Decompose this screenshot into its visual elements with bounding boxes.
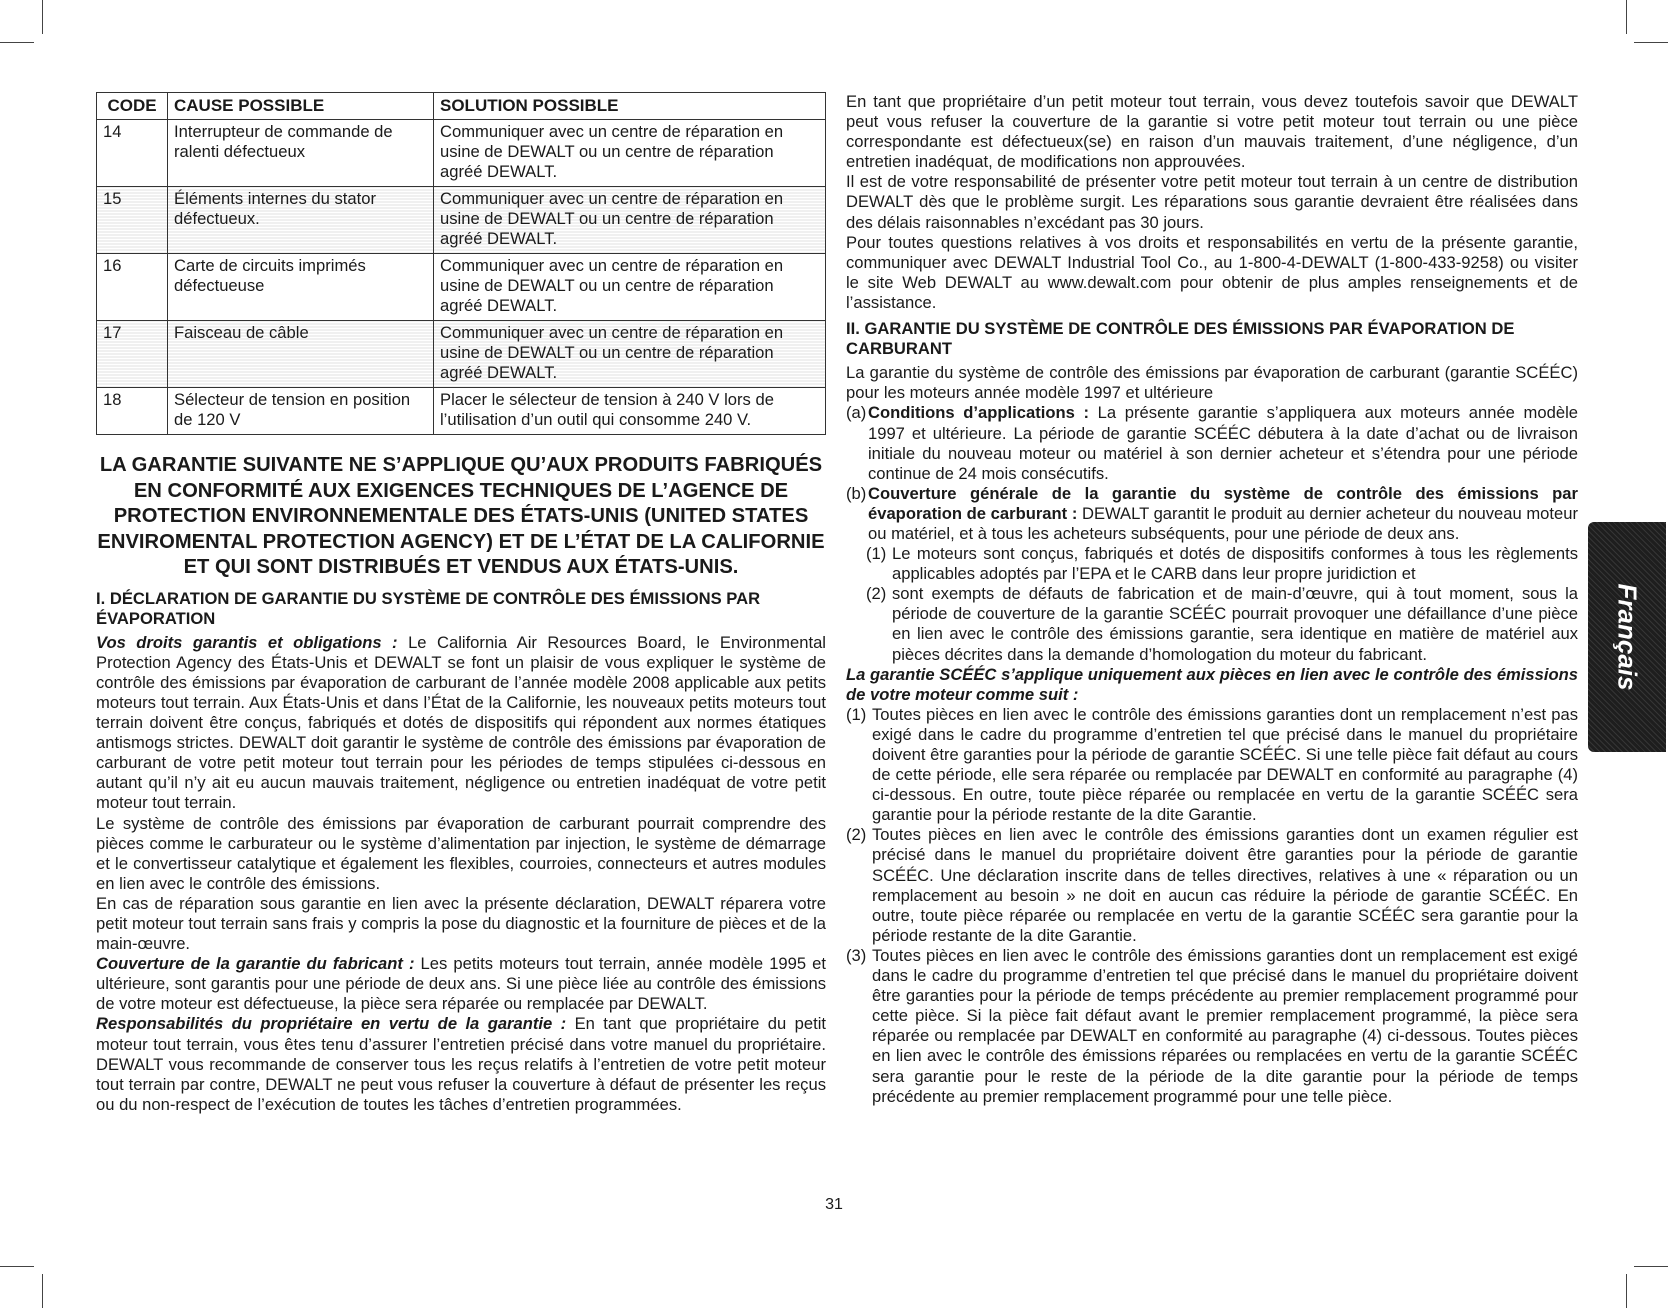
- list-text: Le moteurs sont conçus, fabriqués et dotés de dispositifs conformes à tous les règlements applicables adoptés par l’EPA et le CARB dans leur propre juridiction et: [892, 544, 1578, 584]
- list-lead: Conditions d’applications :: [868, 403, 1090, 423]
- table-header-row: [97, 93, 826, 120]
- list-item-1: [846, 705, 1578, 826]
- paragraph-owner-notice: En tant que propriétaire d’un petit moteur tout terrain, vous devez toutefois savoir que DEWALT peut vous refuser la couverture de la garantie si votre petit moteur tout terrain ou une pièce correspondante est défectueux(se) en raison d’un mauvais traitement, d’une négligence, d’un entretien inadéquat, de modifications non approuvées.: [846, 92, 1578, 172]
- right-column: [846, 92, 1578, 1107]
- cell-code: 18: [97, 388, 168, 435]
- cell-code: 14: [97, 120, 168, 187]
- table-row: [97, 187, 826, 254]
- paragraph-repair: En cas de réparation sous garantie en lien avec la présente déclaration, DEWALT réparera votre petit moteur tout terrain sans frais y compris la pose du diagnostic et la fourniture de pièces et de la main-œuvre.: [96, 893, 826, 954]
- list-item-b1: [846, 544, 1578, 584]
- paragraph-lead: Couverture de la garantie du fabricant :: [96, 954, 415, 974]
- list-text: Toutes pièces en lien avec le contrôle des émissions garanties dont un examen régulier est précisé dans le manuel du propriétaire doivent être garanties pour la période de garantie SCÉÉC. Une déclaration inscrite dans de telles directives, relatives à une « réparation ou un remplacement au besoin » ne doit en aucun cas réduire la période de garantie SCÉÉC. En outre, toute pièce réparée ou remplacée en vertu de la garantie SCÉÉC sera garantie pour la période restante de la dite Garantie.: [872, 825, 1578, 945]
- list-text: Toutes pièces en lien avec le contrôle des émissions garanties dont un remplacement n’est pas exigé dans le cadre du programme d’entretien tel que précisé dans le manuel du propriétaire doivent être garanties pour la période de garantie SCÉÉC. Si une telle pièce fait défaut au cours de cette période, elle sera réparée ou remplacée par DEWALT en conformité au paragraphe (4) ci-dessous. En outre, toute pièce réparée ou remplacée en vertu de la garantie SCÉÉC sera garantie pour la période restante de la dite Garantie.: [872, 704, 1578, 825]
- table-row: [97, 254, 826, 321]
- paragraph-rights: [96, 633, 826, 814]
- paragraph-system-parts: Le système de contrôle des émissions par évaporation de carburant pourrait comprendre des pièces comme le carburateur ou le système d’alimentation par injection, le système de démarrage et le convertisseur catalytique et également les flexibles, courroies, connecteurs et autres modules en lien avec le contrôle des émissions.: [96, 813, 826, 893]
- table-row: [97, 321, 826, 388]
- list-text: La présente garantie s’appliquera aux moteurs année modèle 1997 et ultérieure. La période de garantie SCÉÉC débutera à la date d’achat ou de livraison initiale du nouveau moteur ou matériel à son dernier acheteur et s’étendra pour une période continue de 24 mois consécutifs.: [868, 403, 1578, 483]
- cell-cause: Carte de circuits imprimés défectueuse: [168, 254, 434, 321]
- warranty-title: LA GARANTIE SUIVANTE NE S’APPLIQUE QU’AUX PRODUITS FABRIQUÉS EN CONFORMITÉ AUX EXIGENCES TECHNIQUES DE L’AGENCE DE PROTECTION ENVIRONNEMENTALE DES ÉTATS-UNIS (UNITED STATES ENVIROMENTAL PROTECTION AGENCY) ET DE L’ÉTAT DE LA CALIFORNIE ET QUI SONT DISTRIBUÉS ET VENDUS AUX ÉTATS-UNIS.: [97, 454, 825, 578]
- cell-solution: Communiquer avec un centre de réparation en usine de DEWALT ou un centre de réparation agréé DEWALT.: [434, 120, 826, 187]
- cell-code: 16: [97, 254, 168, 321]
- list-item-2: [846, 825, 1578, 946]
- cell-code: 17: [97, 321, 168, 388]
- cell-cause: Interrupteur de commande de ralenti défectueux: [168, 120, 434, 187]
- crop-mark: [1634, 42, 1668, 43]
- list-marker: (2): [866, 584, 887, 604]
- cell-solution: Placer le sélecteur de tension à 240 V lors de l’utilisation d’un outil qui consomme 240 V.: [434, 388, 826, 435]
- left-column: [96, 92, 826, 1115]
- cell-solution: Communiquer avec un centre de réparation en usine de DEWALT ou un centre de réparation agréé DEWALT.: [434, 254, 826, 321]
- list-lead: Couverture générale de la garantie du système de contrôle des émissions par évaporation de carburant :: [868, 483, 1578, 523]
- crop-mark: [0, 42, 34, 43]
- col-header-code: CODE: [97, 93, 168, 120]
- paragraph-text: Les petits moteurs tout terrain, année modèle 1995 et ultérieure, sont garantis pour une période de deux ans. Si une pièce liée au contrôle des émissions de votre moteur est défectueuse, la pièce sera réparée ou remplacée par DEWALT.: [96, 954, 827, 1014]
- crop-mark: [42, 1274, 43, 1308]
- table-row: [97, 120, 826, 187]
- cell-code: 15: [97, 187, 168, 254]
- list-text: DEWALT garantit le produit au dernier acheteur du nouveau moteur ou matériel, et à tous les acheteurs subséquents, pour une période de deux ans.: [868, 503, 1578, 543]
- col-header-cause: CAUSE POSSIBLE: [168, 93, 434, 120]
- section-1-heading: I. DÉCLARATION DE GARANTIE DU SYSTÈME DE CONTRÔLE DES ÉMISSIONS PAR ÉVAPORATION: [96, 588, 761, 628]
- list-marker: (1): [866, 544, 887, 564]
- paragraph-coverage: [96, 954, 826, 1014]
- crop-mark: [1634, 1266, 1668, 1267]
- list-marker: (3): [846, 945, 867, 965]
- list-text: sont exempts de défauts de fabrication et de main-d’œuvre, qui à tout moment, sous la période de couverture de la garantie SCÉÉC pourrait provoquer une défaillance d’une pièce en lien avec le contrôle des émissions garantie, sera identique en matière de matériel aux pièces décrites dans la demande d’homologation du moteur du fabricant.: [892, 584, 1578, 664]
- list-item-a: [846, 403, 1578, 483]
- paragraph-text: En tant que propriétaire du petit moteur tout terrain, vous êtes tenu d’assurer l’entretien précisé dans votre manuel du propriétaire. DEWALT vous recommande de conserver tous les reçus relatifs à l’entretien de votre petit moteur tout terrain par contre, DEWALT ne peut vous refuser la couverture à défaut de présenter les reçus ou du non-respect de l’exécution de toutes les tâches d’entretien programmées.: [96, 1014, 826, 1114]
- paragraph-lead: Responsabilités du propriétaire en vertu de la garantie :: [96, 1014, 567, 1034]
- cell-cause: Éléments internes du stator défectueux.: [168, 187, 434, 254]
- list-item-b: [846, 484, 1578, 544]
- language-tab: [1588, 522, 1666, 752]
- paragraph-contact: Pour toutes questions relatives à vos droits et responsabilités en vertu de la présente garantie, communiquer avec DEWALT Industrial Tool Co., au 1-800-4-DEWALT (1-800-433-9258) ou visiter le site Web DEWALT au www.dewalt.com pour obtenir de plus amples renseignements et de l’assistance.: [846, 232, 1578, 312]
- cell-cause: Faisceau de câble: [168, 321, 434, 388]
- paragraph-responsibility: Il est de votre responsabilité de présenter votre petit moteur tout terrain à un centre de distribution DEWALT dès que le problème surgit. Les réparations sous garantie devraient être réalisées dans des délais raisonnables n’excédant pas 30 jours.: [846, 172, 1578, 232]
- troubleshooting-table: [96, 92, 826, 435]
- list-marker: (a): [846, 403, 867, 423]
- list-item-b2: [846, 584, 1578, 664]
- cell-cause: Sélecteur de tension en position de 120 V: [168, 388, 434, 435]
- list-marker: (1): [846, 704, 867, 724]
- list-marker: (2): [846, 825, 867, 845]
- section-2-heading: II. GARANTIE DU SYSTÈME DE CONTRÔLE DES ÉMISSIONS PAR ÉVAPORATION DE CARBURANT: [846, 319, 1515, 359]
- list-item-3: [846, 946, 1578, 1107]
- crop-mark: [0, 1266, 34, 1267]
- page-number: 31: [825, 1196, 843, 1213]
- crop-mark: [1626, 0, 1627, 34]
- table-row: [97, 388, 826, 435]
- cell-solution: Communiquer avec un centre de réparation en usine de DEWALT ou un centre de réparation agréé DEWALT.: [434, 321, 826, 388]
- paragraph-owner-responsibility: [96, 1014, 826, 1114]
- crop-mark: [42, 0, 43, 34]
- col-header-solution: SOLUTION POSSIBLE: [434, 93, 826, 120]
- sceec-applies-heading: La garantie SCÉÉC s’applique uniquement aux pièces en lien avec le contrôle des émissions de votre moteur comme suit :: [846, 664, 1578, 704]
- paragraph-text: Le California Air Resources Board, le Environmental Protection Agency des États-Unis et DEWALT se font un plaisir de vous expliquer le système de contrôle des émissions par évaporation de carburant de l’année modèle 2008 applicable aux petits moteurs tout terrain. Aux États-Unis et dans l’État de la Californie, les nouveaux petits moteurs tout terrain doivent être conçus, fabriqués et dotés de dispositifs qui répondent aux normes étatiques antismogs strictes. DEWALT doit garantir le système de contrôle des émissions par évaporation de carburant de votre petit moteur tout terrain pour les périodes de temps stipulées ci-dessous en autant qu’il n’y ait eu aucun mauvais traitement, négligence ou entretien inadéquat de votre petit moteur tout terrain.: [96, 632, 826, 813]
- paragraph-sceec-intro: La garantie du système de contrôle des émissions par évaporation de carburant (garantie SCÉÉC) pour les moteurs année modèle 1997 et ultérieure: [846, 363, 1578, 403]
- cell-solution: Communiquer avec un centre de réparation en usine de DEWALT ou un centre de réparation agréé DEWALT.: [434, 187, 826, 254]
- list-text: Toutes pièces en lien avec le contrôle des émissions garanties dont un remplacement est exigé dans le cadre du programme d’entretien tel que précisé dans le manuel du propriétaire doivent être garanties pour la période de temps précédente au premier remplacement programmé pour cette pièce. Si la pièce fait défaut avant le premier remplacement programmé, la pièce sera réparée ou remplacée par DEWALT en conformité au paragraphe (4) ci-dessous. Toutes pièces en lien avec le contrôle des émissions réparées ou remplacées en vertu de la garantie SCÉÉC sera garantie pour le reste de la période de la dite garantie pour la période de temps précédente au premier remplacement programmé pour une telle pièce.: [872, 945, 1578, 1106]
- list-marker: (b): [846, 483, 867, 503]
- crop-mark: [1626, 1274, 1627, 1308]
- language-tab-label: Français: [1612, 583, 1643, 691]
- paragraph-lead: Vos droits garantis et obligations :: [96, 632, 398, 652]
